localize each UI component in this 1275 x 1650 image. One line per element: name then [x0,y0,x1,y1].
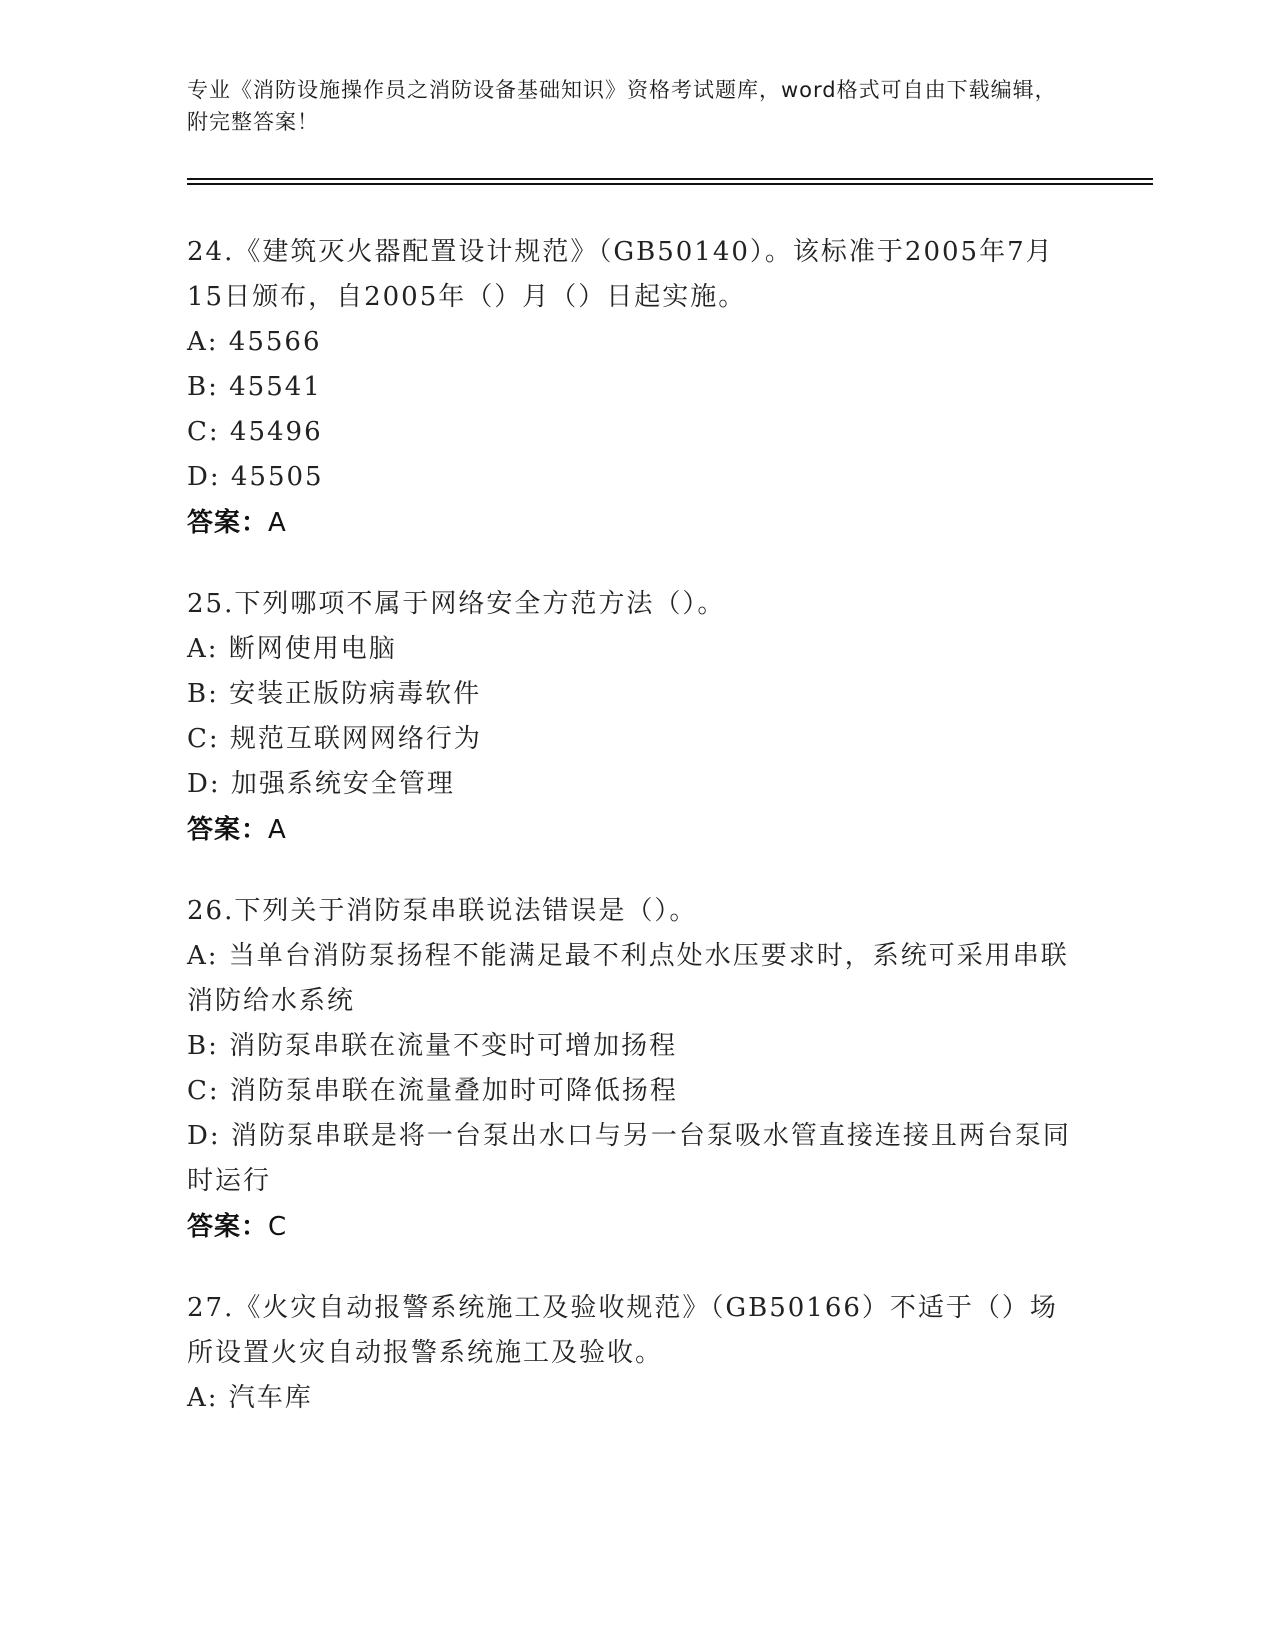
option-a: A: 汽车库 [187,1383,313,1413]
header-rule-top [187,178,1153,180]
option-d: D: 45505 [187,462,324,492]
question-stem: 27.《火灾自动报警系统施工及验收规范》（GB50166）不适于（）场所设置火灾自动报警系统施工及验收。 [187,1293,1058,1368]
answer-line [187,500,1077,546]
answer-value: C [268,1212,288,1242]
header-rule-bottom [187,183,1153,185]
option-d: D: 消防泵串联是将一台泵出水口与另一台泵吸水管直接连接且两台泵同时运行 [187,1121,1071,1196]
answer-value: A [268,815,287,845]
question-stem: 25.下列哪项不属于网络安全方范方法（）。 [187,589,726,619]
question-stem: 26.下列关于消防泵串联说法错误是（）。 [187,896,698,926]
option-a: A: 断网使用电脑 [187,634,397,664]
question-27 [187,1286,1077,1421]
answer-label: 答案： [187,1212,269,1242]
question-stem: 24.《建筑灭火器配置设计规范》（GB50140）。该标准于2005年7月15日颁布，自2005年（）月（）日起实施。 [187,237,1054,312]
option-b: B: 消防泵串联在流量不变时可增加扬程 [187,1031,678,1061]
question-24 [187,230,1077,546]
option-c: C: 45496 [187,417,323,447]
question-25 [187,582,1077,853]
answer-line [187,807,1077,853]
question-list [187,230,1077,1457]
option-b: B: 安装正版防病毒软件 [187,679,482,709]
option-d: D: 加强系统安全管理 [187,769,455,799]
question-26 [187,889,1077,1250]
option-c: C: 消防泵串联在流量叠加时可降低扬程 [187,1076,678,1106]
answer-value: A [268,508,287,538]
option-b: B: 45541 [187,372,322,402]
answer-line [187,1204,1077,1250]
header-text: 专业《消防设施操作员之消防设备基础知识》资格考试题库，word格式可自由下载编辑，附完整答案！ [187,78,1057,134]
document-header [187,74,1067,138]
answer-label: 答案： [187,508,269,538]
option-a: A: 当单台消防泵扬程不能满足最不利点处水压要求时，系统可采用串联消防给水系统 [187,941,1069,1016]
option-a: A: 45566 [187,327,322,357]
option-c: C: 规范互联网网络行为 [187,724,482,754]
answer-label: 答案： [187,815,269,845]
